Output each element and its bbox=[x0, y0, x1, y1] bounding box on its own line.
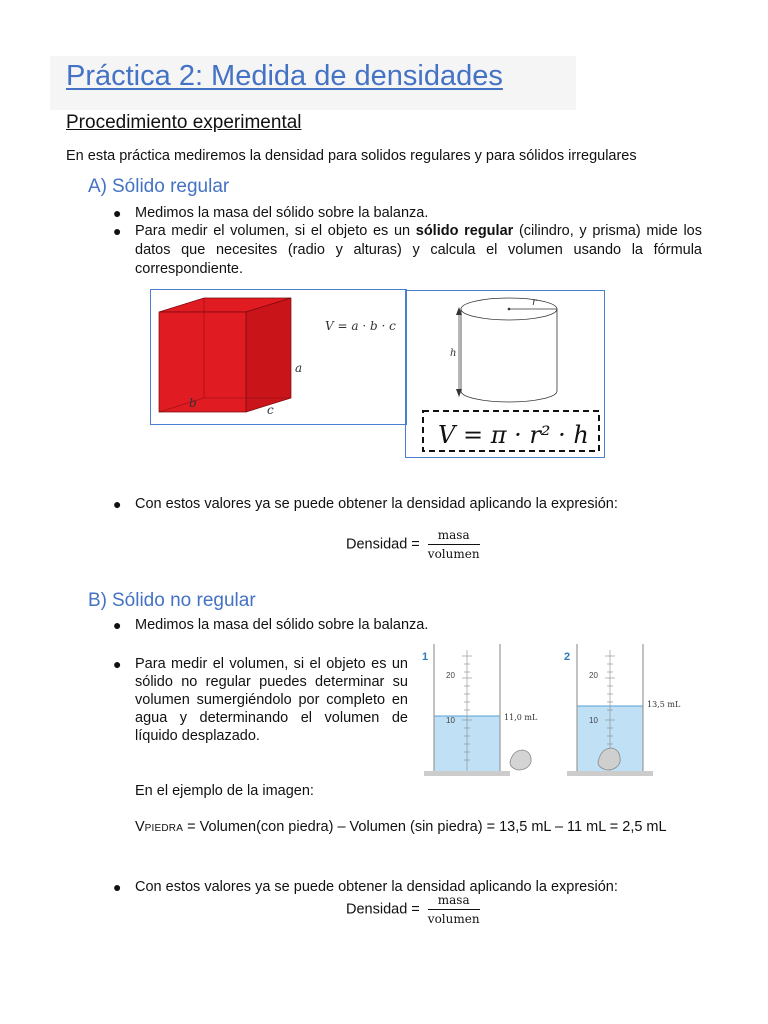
graduated-cylinders-figure bbox=[420, 644, 710, 780]
example-intro: En el ejemplo de la imagen: bbox=[135, 783, 314, 799]
list-item bbox=[113, 495, 705, 514]
prism-drawing bbox=[151, 290, 406, 424]
bullet-text: Medimos la masa del sólido sobre la balanza. bbox=[135, 617, 429, 633]
cylinder-formula: V = π · r² · h bbox=[438, 421, 589, 449]
density-formula-a bbox=[346, 528, 480, 561]
density-label: Densidad = bbox=[346, 536, 420, 553]
density-label: Densidad = bbox=[346, 901, 420, 918]
cylinder2-tick-10: 10 bbox=[589, 716, 598, 725]
cylinder2-tick-20: 20 bbox=[589, 671, 598, 680]
formula-v: V bbox=[135, 819, 145, 835]
prism-label-b: b bbox=[189, 396, 197, 410]
bullet-dot: ● bbox=[113, 205, 122, 221]
section-a-heading bbox=[88, 176, 229, 198]
prism-formula: V = a · b · c bbox=[325, 319, 396, 333]
list-item bbox=[113, 222, 702, 279]
density-fraction bbox=[428, 893, 480, 926]
cylinder2-number: 2 bbox=[564, 651, 571, 663]
cylinder1-number: 1 bbox=[422, 651, 429, 663]
density-formula-b bbox=[346, 893, 480, 926]
stone-volume-formula bbox=[135, 819, 667, 835]
section-a-letter: A) bbox=[88, 176, 107, 197]
section-b-title: Sólido no regular bbox=[112, 590, 256, 611]
cylinder-label-h: h bbox=[450, 348, 457, 359]
density-numerator: masa bbox=[428, 893, 480, 910]
section-a-title: Sólido regular bbox=[112, 176, 230, 197]
section-b-letter: B) bbox=[88, 590, 107, 611]
section-b-heading bbox=[88, 590, 256, 612]
prism-label-c: c bbox=[267, 403, 274, 417]
prism-figure bbox=[150, 289, 407, 425]
intro-paragraph: En esta práctica mediremos la densidad para solidos regulares y para sólidos irregulares bbox=[66, 148, 637, 164]
stone-shape bbox=[510, 750, 531, 770]
list-item bbox=[113, 655, 408, 745]
list-item bbox=[113, 616, 705, 635]
bullet-dot: ● bbox=[113, 656, 122, 672]
density-numerator: masa bbox=[428, 528, 480, 545]
cylinder1-tick-20: 20 bbox=[446, 671, 455, 680]
bullet-text-bold: sólido regular bbox=[415, 223, 514, 239]
bullet-text: Con estos valores ya se puede obtener la densidad aplicando la expresión: bbox=[135, 496, 618, 512]
page-title: Práctica 2: Medida de densidades bbox=[66, 60, 503, 92]
formula-subscript: PIEDRA bbox=[144, 823, 184, 834]
graduated-cylinders-drawing bbox=[420, 644, 710, 780]
cylinder-label-r: r bbox=[532, 297, 537, 308]
bullet-dot: ● bbox=[113, 879, 122, 895]
prism-label-a: a bbox=[295, 361, 303, 375]
bullet-text-pre: Para medir el volumen, si el objeto es un bbox=[135, 223, 416, 239]
cylinder-drawing bbox=[406, 291, 604, 457]
cylinder-figure bbox=[405, 290, 605, 458]
bullet-dot: ● bbox=[113, 223, 122, 239]
density-fraction bbox=[428, 528, 480, 561]
bullet-text-post: (cilindro, y prisma) mide los datos que necesites (radio y alturas) y calcula el volumen usando la fórmula correspondiente. bbox=[135, 223, 702, 277]
cylinder1-reading: 11,0 mL bbox=[504, 713, 538, 722]
bullet-dot: ● bbox=[113, 617, 122, 633]
cylinder1-tick-10: 10 bbox=[446, 716, 455, 725]
bullet-text: Con estos valores ya se puede obtener la densidad aplicando la expresión: bbox=[135, 879, 618, 895]
cylinder2-reading: 13,5 mL bbox=[647, 700, 681, 709]
density-denominator: volumen bbox=[427, 547, 480, 561]
density-denominator: volumen bbox=[427, 912, 480, 926]
formula-rest: = Volumen(con piedra) – Volumen (sin piedra) = 13,5 mL – 11 mL = 2,5 mL bbox=[183, 819, 667, 835]
list-item bbox=[113, 204, 705, 223]
bullet-dot: ● bbox=[113, 496, 122, 512]
bullet-text: Para medir el volumen, si el objeto es un sólido no regular puedes determinar su volumen sumergiéndolo por completo en agua y determinando el volumen de líquido desplazado. bbox=[135, 656, 408, 744]
bullet-text: Medimos la masa del sólido sobre la balanza. bbox=[135, 205, 429, 221]
section-subtitle: Procedimiento experimental bbox=[66, 112, 302, 133]
